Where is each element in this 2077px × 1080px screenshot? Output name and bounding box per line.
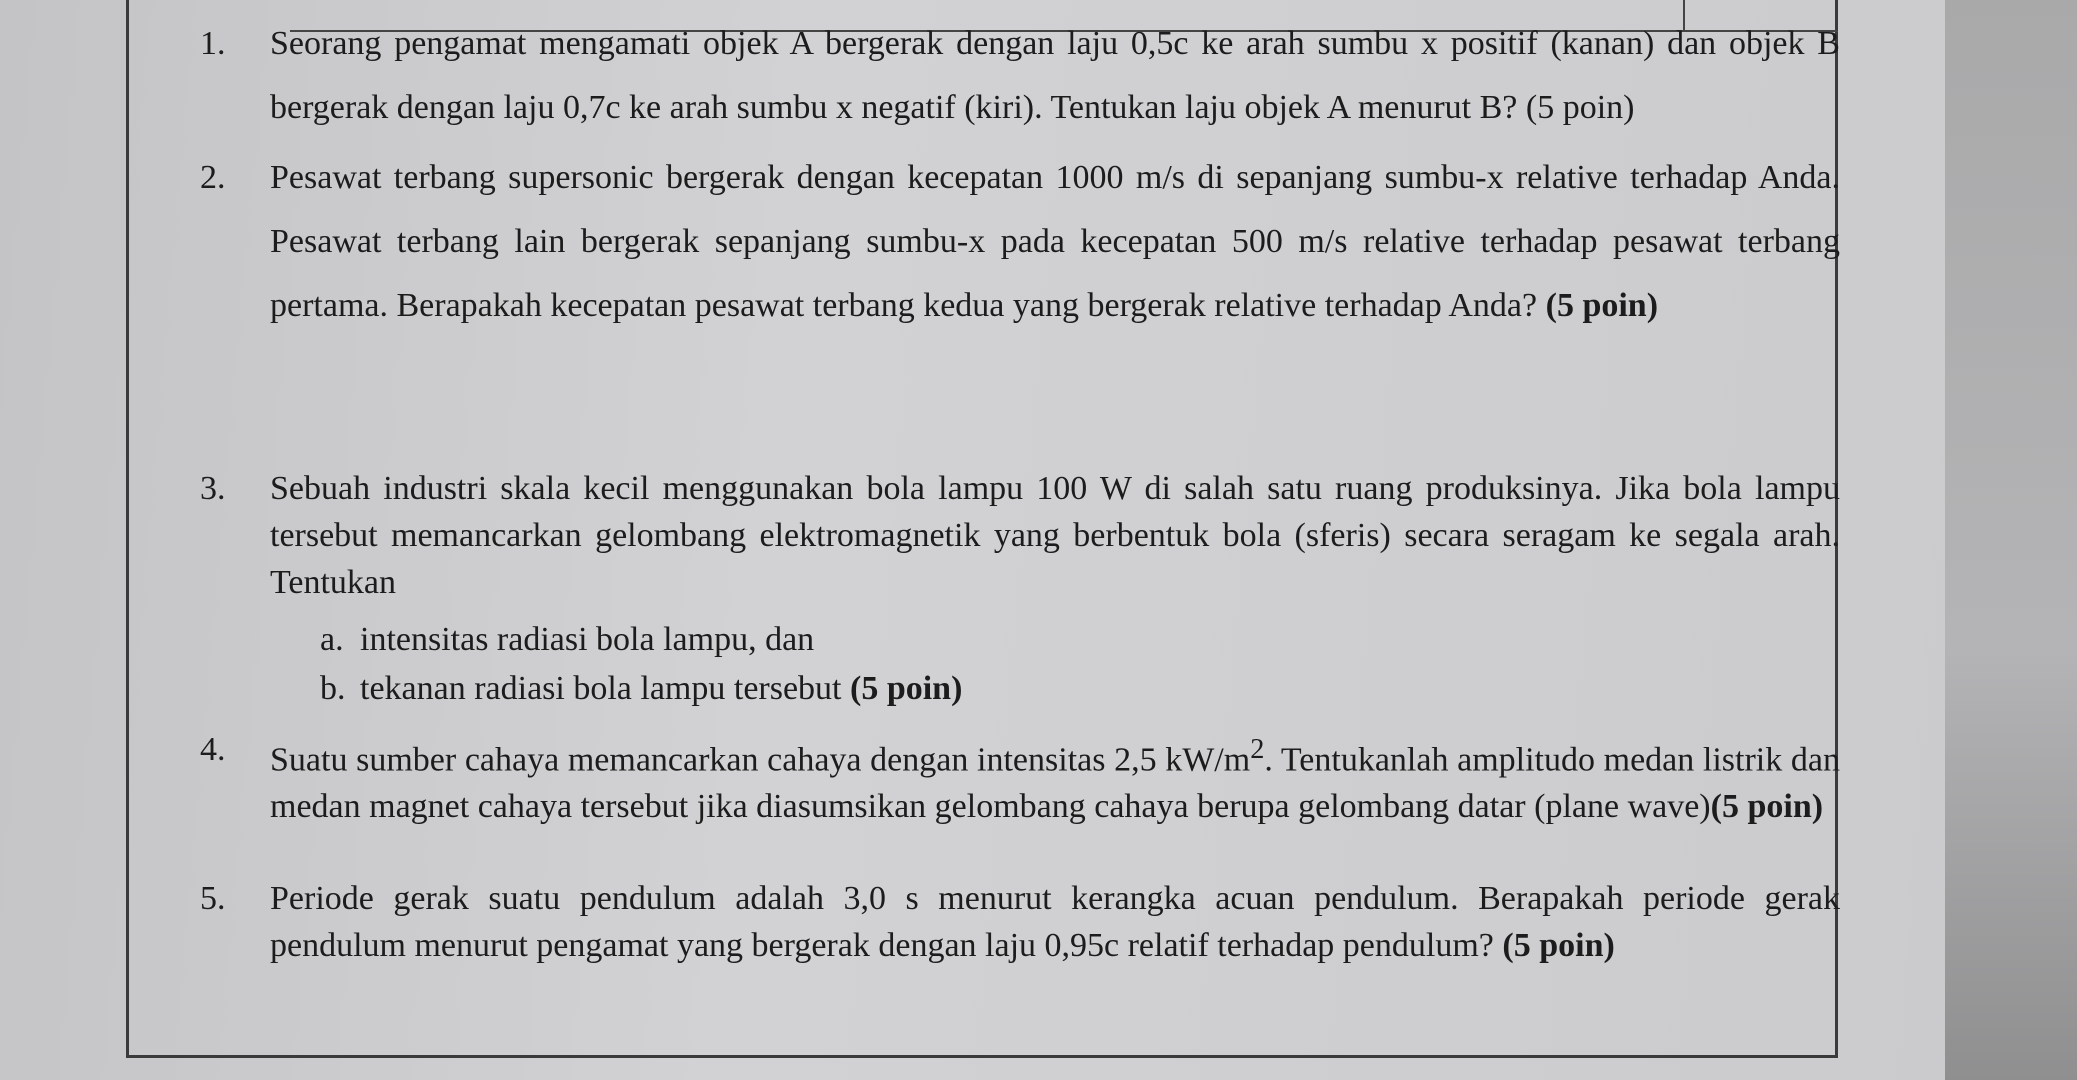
question-4-number: 4. [200, 731, 226, 768]
question-4-superscript: 2 [1250, 734, 1265, 765]
question-3-a-letter: a. [320, 621, 344, 658]
question-2-body: Pesawat terbang supersonic bergerak dengan kecepatan 1000 m/s di sepanjang sumbu-x relative terhadap Anda. Pesawat terbang lain bergerak sepanjang sumbu-x pada kecepatan 500 m/s relative terhadap pesawat terbang pertama. Berapakah kecepatan pesawat terbang kedua yang bergerak relative terhadap Anda? [270, 159, 1840, 324]
question-5 [200, 875, 1840, 969]
question-2-text [270, 146, 1840, 338]
question-1-points: (5 poin) [1525, 89, 1635, 126]
question-3-item-a [320, 616, 814, 664]
question-5-number: 5. [200, 880, 226, 917]
question-5-body: Periode gerak suatu pendulum adalah 3,0 s menurut kerangka acuan pendulum. Berapakah periode gerak pendulum menurut pengamat yang bergerak dengan laju 0,95c relatif terhadap pendulum? [270, 880, 1840, 964]
question-3-item-b [320, 665, 962, 713]
question-3-a-text: intensitas radiasi bola lampu, dan [360, 621, 815, 658]
question-3-points: (5 poin) [850, 670, 963, 707]
question-1-number: 1. [200, 25, 226, 62]
question-1-body: Seorang pengamat mengamati objek A bergerak dengan laju 0,5c ke arah sumbu x positif (kanan) dan objek B bergerak dengan laju 0,7c ke arah sumbu x negatif (kiri). Tentukan laju objek A menurut B? [270, 25, 1840, 126]
question-4-text [270, 726, 1840, 830]
background-shadow [1945, 0, 2077, 1080]
question-4 [200, 726, 1840, 830]
question-4-body-end: . Tentukanlah amplitudo medan listrik dan medan magnet cahaya tersebut jika diasumsikan gelombang cahaya berupa gelombang datar (plane wave) [270, 741, 1840, 826]
question-4-points: (5 poin) [1710, 788, 1824, 826]
question-1-text [270, 12, 1840, 140]
question-5-points: (5 poin) [1502, 927, 1615, 964]
question-3-number: 3. [200, 470, 226, 507]
question-1 [200, 12, 1840, 140]
question-3 [200, 465, 1840, 606]
question-5-text [270, 875, 1840, 969]
question-2 [200, 146, 1840, 338]
question-2-points: (5 poin) [1545, 287, 1659, 324]
question-4-body-start: Suatu sumber cahaya memancarkan cahaya dengan intensitas 2,5 kW/m [270, 741, 1251, 779]
question-2-number: 2. [200, 159, 226, 196]
question-3-b-text: tekanan radiasi bola lampu tersebut [360, 670, 842, 707]
question-3-text: Sebuah industri skala kecil menggunakan bola lampu 100 W di salah satu ruang produksinya. Jika bola lampu tersebut memancarkan gelombang elektromagnetik yang berbentuk bola (sferis) secara seragam ke segala arah. Tentukan [270, 470, 1840, 601]
question-3-b-letter: b. [320, 670, 346, 707]
